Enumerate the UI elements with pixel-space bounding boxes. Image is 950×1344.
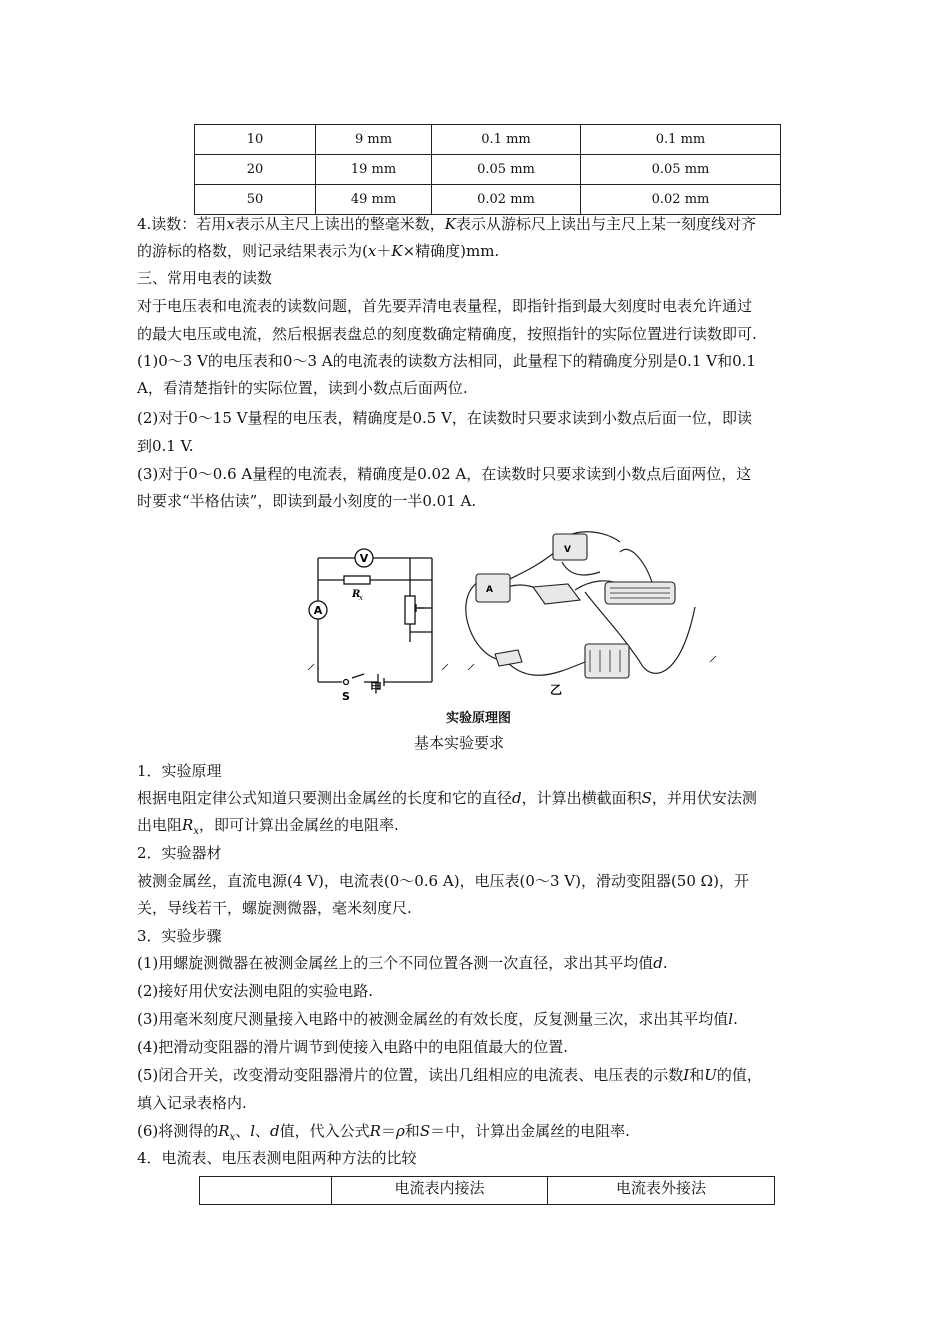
table-cell: 49 mm [316, 185, 432, 215]
var-l: l [728, 1010, 734, 1028]
table-cell: 0.1 mm [432, 125, 581, 155]
text: 的值， [716, 1066, 762, 1084]
text: . [733, 1010, 738, 1028]
text: ，并用伏安法测 [651, 789, 757, 807]
text: 、 [235, 1122, 251, 1140]
var-rho: ρ [395, 1122, 405, 1140]
text: ，即可计算出金属丝的电阻率. [198, 816, 399, 834]
wire-board [533, 584, 580, 604]
text: 的游标的格数，则记录结果表示为( [137, 242, 368, 260]
var-s: S [419, 1122, 431, 1140]
text: (6)将测得的 [137, 1122, 219, 1140]
table-cell [200, 1177, 332, 1205]
table-header-inner: 电流表内接法 [332, 1177, 548, 1205]
figure-label-left: 甲 [370, 681, 383, 695]
table-row [200, 1177, 775, 1205]
table-cell: 0.05 mm [432, 155, 581, 185]
subsection-title: 2．实验器材 [137, 844, 222, 862]
table-cell: 20 [195, 155, 316, 185]
var-u: U [704, 1066, 717, 1084]
resistor-subscript: x [359, 594, 363, 602]
rheostat-symbol [405, 596, 415, 624]
text: 和 [689, 1066, 705, 1084]
paragraph-line: A，看清楚指针的实际位置，读到小数点后面两位. [137, 379, 468, 397]
figure-caption: 实验原理图 [446, 711, 512, 726]
apparatus-ammeter-label: A [486, 585, 493, 595]
paragraph-line: 对于电压表和电流表的读数问题，首先要弄清电表量程，即指针指到最大刻度时电表允许通过 [137, 297, 753, 315]
paragraph-line: (2)对于0～15 V量程的电压表，精确度是0.5 V，在读数时只要求读到小数点后面一位，即读 [137, 409, 752, 427]
table-row [195, 155, 781, 185]
table-cell: 0.02 mm [432, 185, 581, 215]
step-line: (2)接好用伏安法测电阻的实验电路. [137, 982, 374, 1000]
text: 4.读数：若用 [137, 215, 227, 233]
paragraph-line: 到0.1 V. [137, 437, 194, 455]
paragraph-line: 关，导线若干，螺旋测微器，毫米刻度尺. [137, 899, 412, 917]
var-d: d [270, 1122, 280, 1140]
paragraph-line: (1)0～3 V的电压表和0～3 A的电流表的读数方法相同，此量程下的精确度分别是0.1 V和0.1 [137, 352, 756, 370]
subscript: x [193, 826, 199, 837]
var-r: R [369, 1122, 381, 1140]
var-x: x [226, 215, 235, 233]
text: ＝中，计算出金属丝的电阻率. [430, 1122, 630, 1140]
figure-label-right: 乙 [550, 683, 563, 697]
step-line: (4)把滑动变阻器的滑片调节到使接入电路中的电阻值最大的位置. [137, 1038, 569, 1056]
table-cell: 19 mm [316, 155, 432, 185]
table-cell: 9 mm [316, 125, 432, 155]
paragraph-line [137, 815, 399, 842]
paragraph-line: 时要求“半格估读”，即读到最小刻度的一半0.01 A. [137, 492, 477, 510]
text: ＋ [376, 242, 392, 260]
text: 表示从主尺上读出的整毫米数， [234, 215, 445, 233]
table-cell: 0.05 mm [581, 155, 781, 185]
text: 出电阻 [137, 816, 183, 834]
text: ，计算出横截面积 [521, 789, 642, 807]
paragraph-line: 被测金属丝，直流电源(4 V)，电流表(0～0.6 A)，电压表(0～3 V)，滑动变阻器(50 Ω)，开 [137, 872, 749, 890]
var-k: K [444, 215, 457, 233]
var-x: x [367, 242, 377, 260]
resistor-symbol [344, 576, 370, 584]
text: 值，代入公式 [279, 1122, 370, 1140]
subsection-title: 1．实验原理 [137, 762, 222, 780]
var-i: I [683, 1066, 690, 1084]
table-cell: 0.1 mm [581, 125, 781, 155]
ammeter-label: A [313, 604, 323, 617]
text: (3)用毫米刻度尺测量接入电路中的被测金属丝的有效长度，反复测量三次，求出其平均值 [137, 1010, 729, 1028]
ammeter-device [476, 574, 510, 602]
var-k: K [391, 242, 403, 260]
experiment-figure [300, 522, 730, 722]
voltmeter-label: V [359, 552, 369, 565]
reading-line-2 [137, 241, 499, 261]
table-header-outer: 电流表外接法 [548, 1177, 775, 1205]
table-row [195, 185, 781, 215]
comparison-table [199, 1176, 775, 1205]
switch-label: S [342, 690, 350, 703]
step-line: 填入记录表格内. [137, 1094, 247, 1112]
step-line [137, 1065, 762, 1085]
text: (1)用螺旋测微器在被测金属丝上的三个不同位置各测一次直径，求出其平均值 [137, 954, 654, 972]
vernier-table [194, 124, 781, 215]
table-cell: 50 [195, 185, 316, 215]
var-s: S [641, 789, 652, 807]
text: . [662, 954, 668, 972]
paragraph-line: (3)对于0～0.6 A量程的电流表，精确度是0.02 A，在读数时只要求读到小数点后面两位，这 [137, 465, 752, 483]
resistor-label: R [352, 589, 361, 600]
var-d: d [653, 954, 663, 972]
switch-device [495, 650, 522, 666]
section-heading: 三、常用电表的读数 [137, 269, 273, 287]
var-l: l [250, 1122, 256, 1140]
paragraph-line: 的最大电压或电流，然后根据表盘总的刻度数确定精确度，按照指针的实际位置进行读数即可. [137, 325, 757, 343]
text: ＝ [380, 1122, 396, 1140]
switch-contact [344, 680, 349, 685]
text: 、 [255, 1122, 271, 1140]
step-line [137, 1121, 630, 1148]
table-cell: 0.02 mm [581, 185, 781, 215]
text: ×精确度)mm. [402, 242, 500, 260]
section-title: 基本实验要求 [414, 734, 505, 752]
step-line [137, 953, 668, 973]
table-cell: 10 [195, 125, 316, 155]
step-line [137, 1009, 738, 1029]
var-r: R [218, 1122, 230, 1140]
text: 和 [404, 1122, 420, 1140]
text: 根据电阻定律公式知道只要测出金属丝的长度和它的直径 [137, 789, 513, 807]
reading-line-1 [137, 214, 756, 234]
text: 表示从游标尺上读出与主尺上某一刻度线对齐 [456, 215, 757, 233]
var-r: R [182, 816, 194, 834]
paragraph-line [137, 788, 757, 808]
battery-device [585, 644, 629, 678]
table-row [195, 125, 781, 155]
subscript: x [229, 1132, 236, 1143]
subsection-title: 4．电流表、电压表测电阻两种方法的比较 [137, 1149, 417, 1167]
apparatus-voltmeter-label: V [564, 545, 571, 555]
var-d: d [512, 789, 522, 807]
text: (5)闭合开关，改变滑动变阻器滑片的位置，读出几组相应的电流表、电压表的示数 [137, 1066, 684, 1084]
subsection-title: 3．实验步骤 [137, 927, 222, 945]
